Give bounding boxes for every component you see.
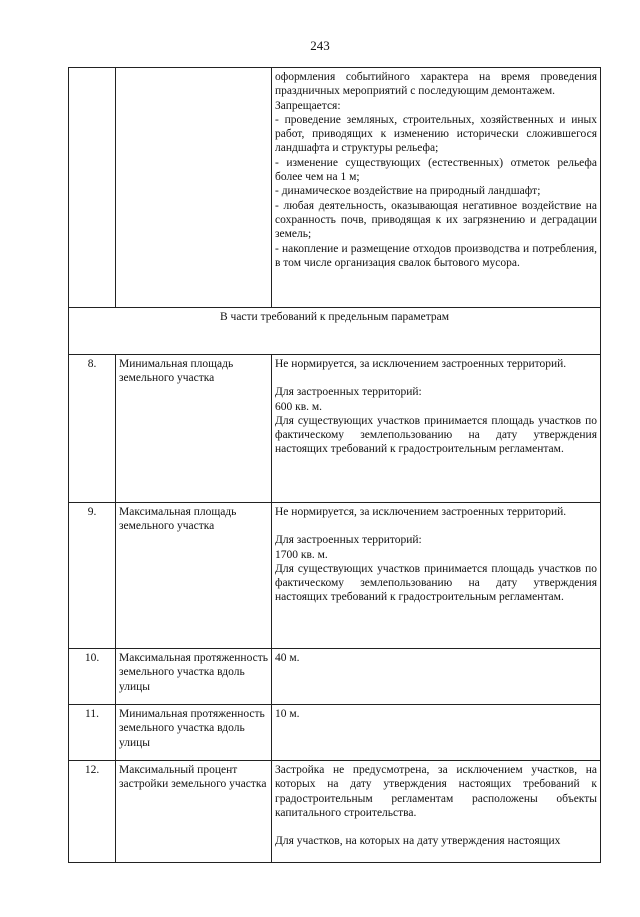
parameter-name: Максимальный процент застройки земельного участка bbox=[116, 761, 272, 863]
paragraph: оформления событийного характера на время проведения праздничных мероприятий с последующим демонтажем. bbox=[275, 71, 597, 98]
paragraph: Застройка не предусмотрена, за исключением участков, на которых на дату утверждения настоящих требований к градостроительным регламентам расположены объекты капитального строительства. bbox=[275, 764, 597, 819]
parameter-value bbox=[272, 503, 601, 649]
table-row-continuation bbox=[69, 68, 601, 308]
paragraph: Не нормируется, за исключением застроенных территорий. bbox=[275, 358, 567, 370]
paragraph: Для участков, на которых на дату утверждения настоящих bbox=[275, 835, 561, 848]
row-number: 12. bbox=[69, 761, 116, 863]
row-number: 11. bbox=[69, 705, 116, 761]
table-row bbox=[69, 761, 601, 863]
section-header-row bbox=[69, 308, 601, 355]
table-row bbox=[69, 503, 601, 649]
cell-name bbox=[116, 68, 272, 308]
row-number: 8. bbox=[69, 355, 116, 503]
page-number: 243 bbox=[310, 38, 330, 53]
table-row bbox=[69, 705, 601, 761]
parameter-value bbox=[272, 649, 601, 705]
parameter-name: Минимальная площадь земельного участка bbox=[116, 355, 272, 503]
parameter-value bbox=[272, 705, 601, 761]
requirements-table bbox=[68, 67, 601, 863]
row-number: 10. bbox=[69, 649, 116, 705]
paragraph: Не нормируется, за исключением застроенных территорий. bbox=[275, 506, 567, 518]
paragraph: Для существующих участков принимается площадь участков по фактическому землепользованию на дату утверждения настоящих требований к градостроительным регламентам. bbox=[275, 414, 597, 456]
parameter-name: Максимальная площадь земельного участка bbox=[116, 503, 272, 649]
table-row bbox=[69, 649, 601, 705]
cell-number bbox=[69, 68, 116, 308]
paragraph: - проведение земляных, строительных, хозяйственных и иных работ, приводящих к изменению исторически сложившегося ландшафта и структуры рельефа; bbox=[275, 113, 597, 155]
paragraph: 600 кв. м. bbox=[275, 400, 323, 413]
paragraph: Для существующих участков принимается площадь участков по фактическому землепользованию на дату утверждения настоящих требований к градостроительным регламентам. bbox=[275, 562, 597, 604]
paragraph: 1700 кв. м. bbox=[275, 548, 328, 561]
paragraph: 40 м. bbox=[275, 652, 300, 664]
parameter-name: Максимальная протяженность земельного участка вдоль улицы bbox=[116, 649, 272, 705]
parameter-value bbox=[272, 355, 601, 503]
paragraph: - накопление и размещение отходов производства и потребления, в том числе организация свалок бытового мусора. bbox=[275, 242, 597, 269]
section-header: В части требований к предельным параметрам bbox=[69, 308, 601, 355]
paragraph: 10 м. bbox=[275, 708, 300, 720]
parameter-value bbox=[272, 761, 601, 863]
table-row bbox=[69, 355, 601, 503]
paragraph: Запрещается: bbox=[275, 99, 341, 112]
paragraph: - любая деятельность, оказывающая негативное воздействие на сохранность почв, приводящая к их загрязнению и деградации земель; bbox=[275, 199, 597, 241]
cell-value bbox=[272, 68, 601, 308]
row-number: 9. bbox=[69, 503, 116, 649]
paragraph: - динамическое воздействие на природный ландшафт; bbox=[275, 185, 541, 198]
paragraph: - изменение существующих (естественных) отметок рельефа более чем на 1 м; bbox=[275, 156, 597, 184]
parameter-name: Минимальная протяженность земельного участка вдоль улицы bbox=[116, 705, 272, 761]
paragraph: Для застроенных территорий: bbox=[275, 534, 422, 547]
paragraph: Для застроенных территорий: bbox=[275, 386, 422, 399]
